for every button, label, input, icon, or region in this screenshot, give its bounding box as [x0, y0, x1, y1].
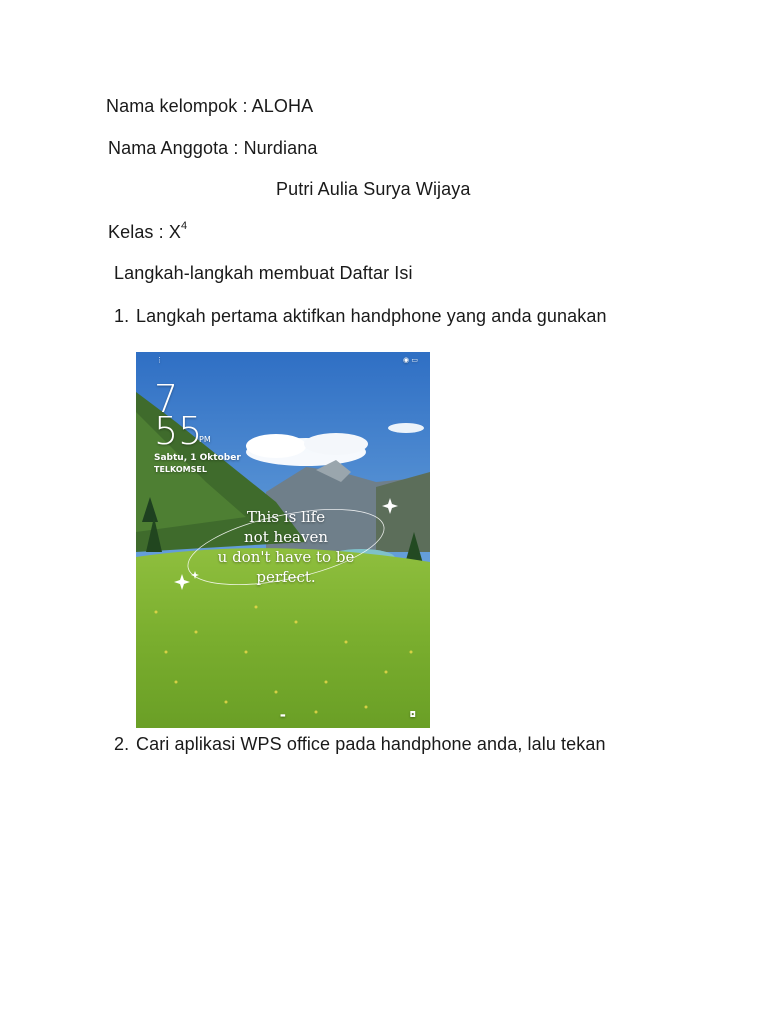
- camera-icon: ◘: [409, 710, 416, 719]
- class-text: Kelas : X: [108, 222, 181, 242]
- step-2-text: Cari aplikasi WPS office pada handphone anda, lalu tekan: [136, 734, 606, 754]
- member-name-2: Putri Aulia Surya Wijaya: [276, 179, 471, 199]
- section-heading: Langkah-langkah membuat Daftar Isi: [114, 263, 413, 283]
- class-superscript: 4: [180, 220, 188, 232]
- quote-line-1: This is life: [246, 508, 326, 526]
- lock-ampm: PM: [199, 435, 211, 444]
- quote-line-3: u don't have to be: [217, 548, 355, 566]
- lock-hour: 7: [154, 377, 179, 421]
- battery-icon: ◉ ▭: [403, 356, 418, 364]
- step-2: [114, 734, 606, 755]
- class-label: [108, 222, 187, 243]
- unlock-hint-icon: ▬: [280, 712, 286, 719]
- group-name: Nama kelompok : ALOHA: [106, 96, 314, 116]
- lock-date: Sabtu, 1 Oktober: [154, 453, 241, 463]
- step-1-number: 1.: [114, 306, 130, 326]
- step-1-text: Langkah pertama aktifkan handphone yang anda gunakan: [136, 306, 607, 326]
- lock-carrier: TELKOMSEL: [154, 465, 207, 474]
- lockscreen-screenshot: [136, 352, 430, 728]
- quote-line-2: not heaven: [244, 528, 328, 546]
- quote-line-4: perfect.: [256, 568, 316, 586]
- signal-icon: ⋮: [156, 356, 163, 364]
- member-label: Nama Anggota : Nurdiana: [108, 138, 318, 158]
- step-2-number: 2.: [114, 734, 130, 754]
- wallpaper-quote: [186, 507, 386, 587]
- step-1: [114, 306, 607, 327]
- lock-minute: 55: [154, 409, 203, 453]
